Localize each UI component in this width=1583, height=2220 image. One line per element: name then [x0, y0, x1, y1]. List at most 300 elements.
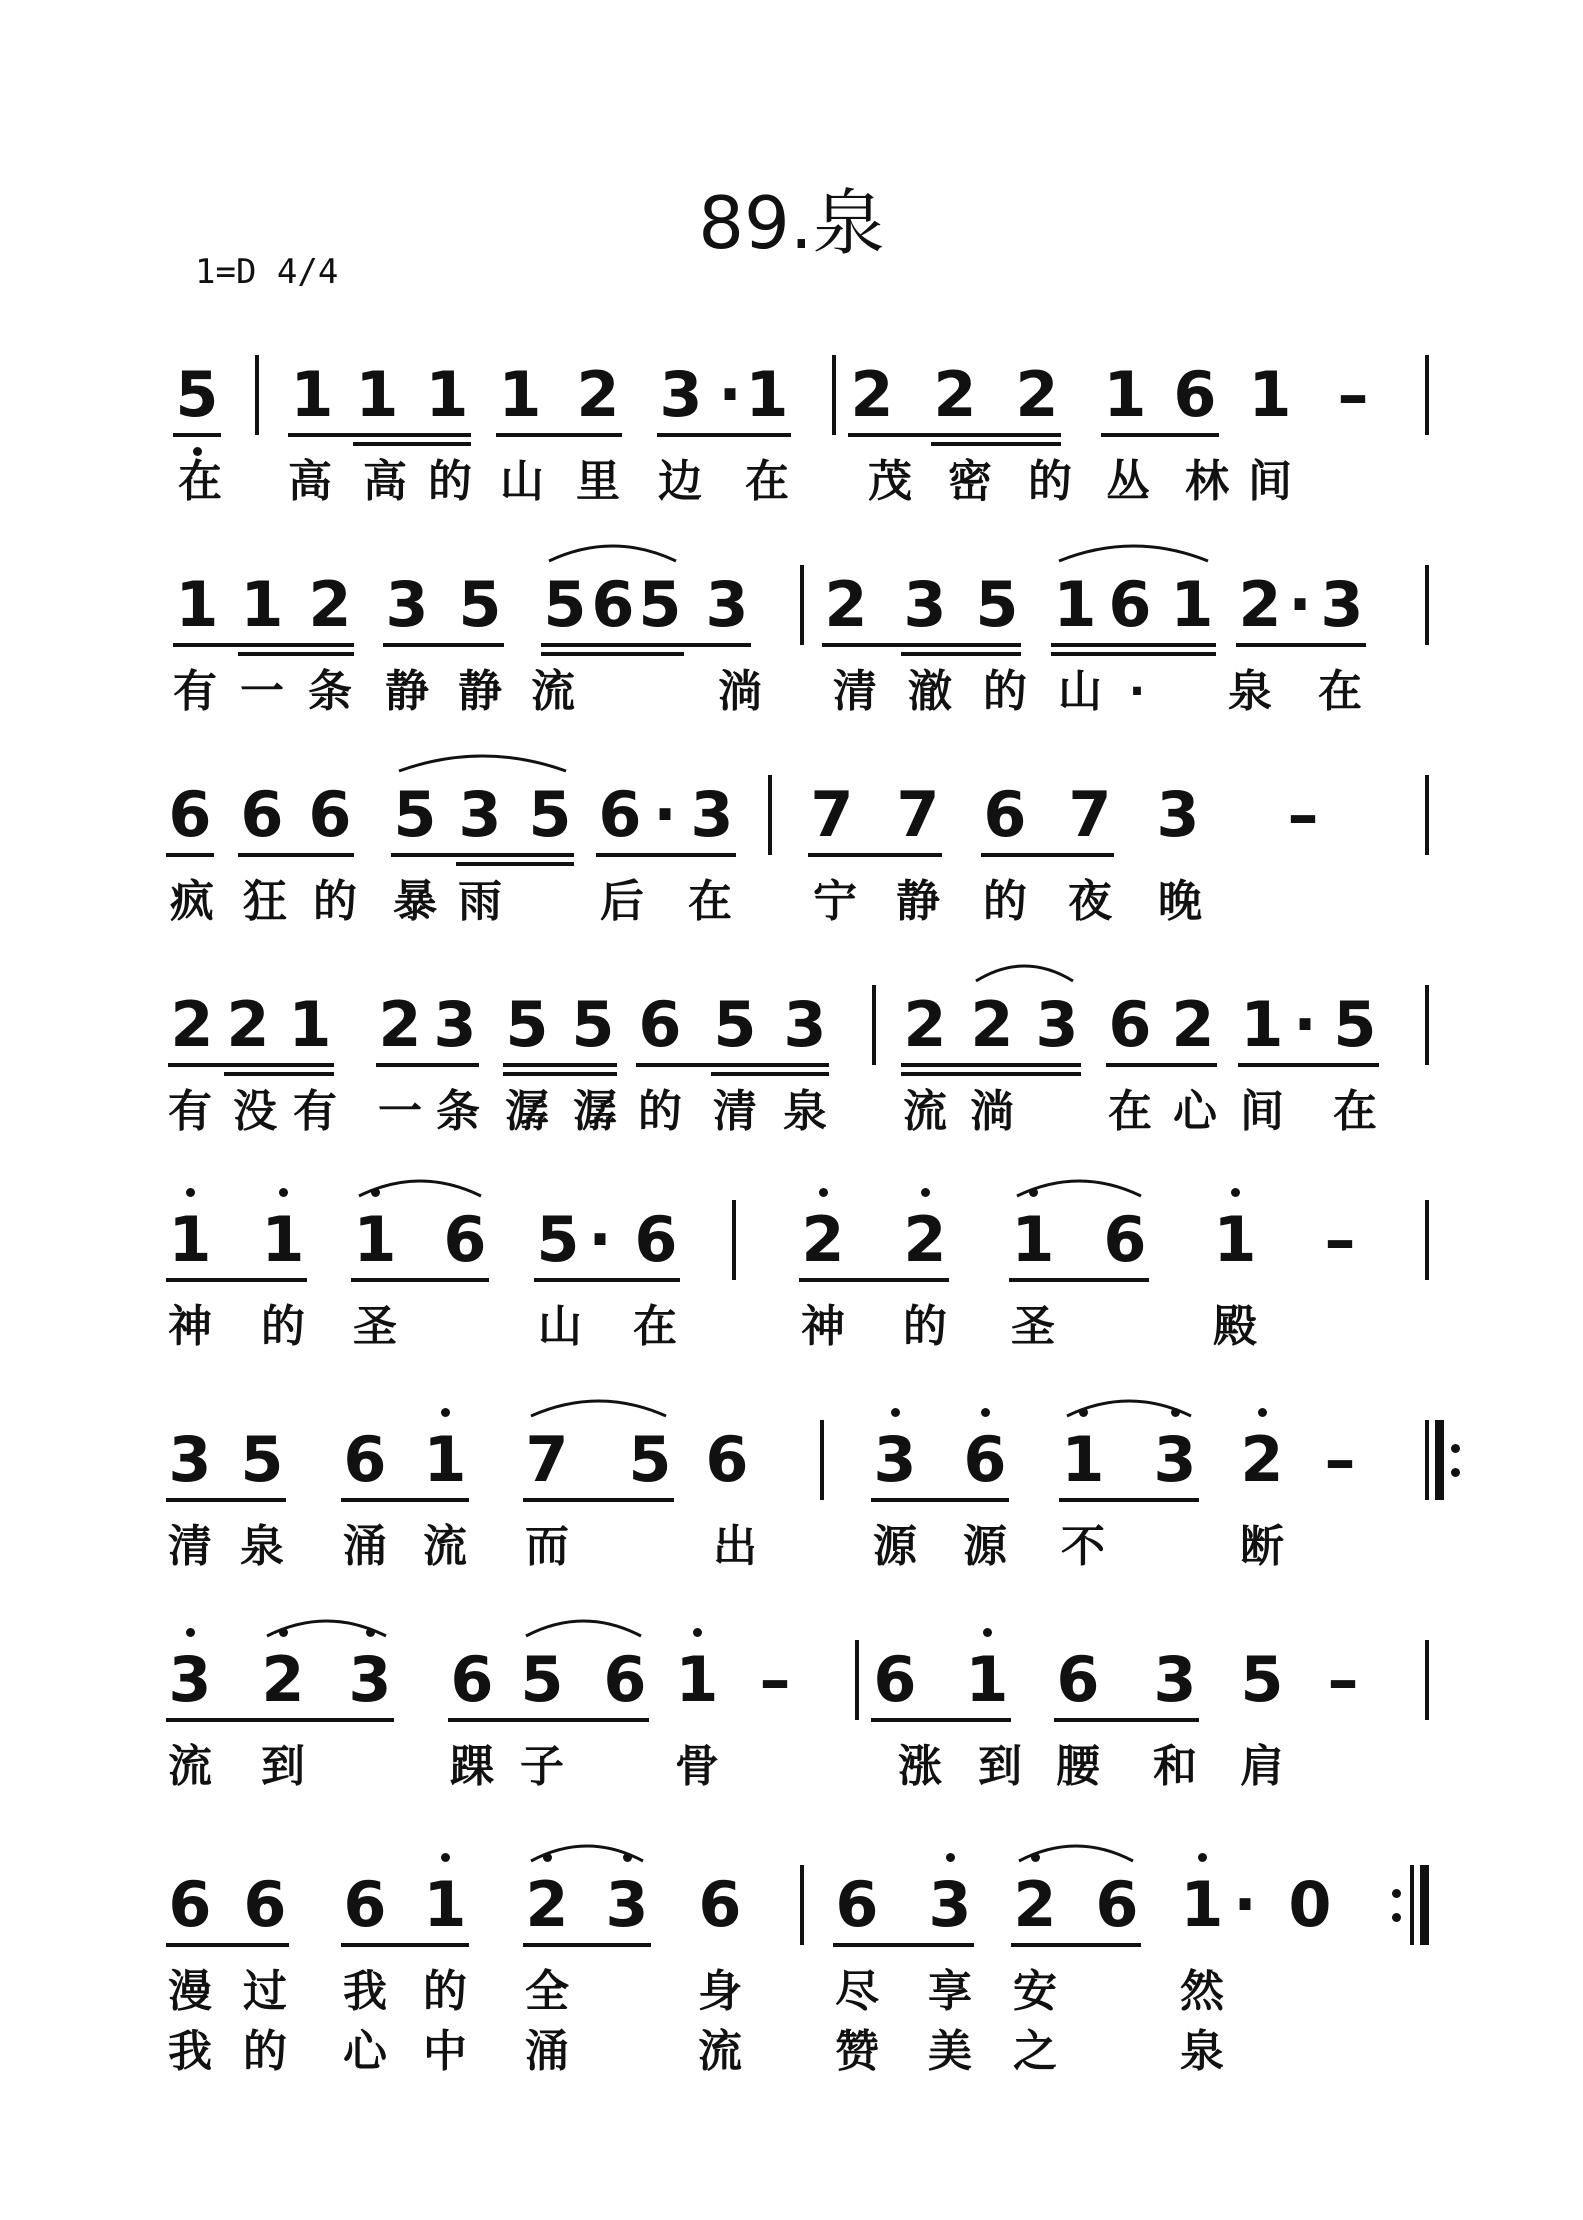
slur — [522, 1610, 645, 1640]
note: 7 — [1068, 778, 1112, 851]
note: 6 — [603, 1643, 647, 1716]
note: 2 — [850, 358, 894, 431]
lyric: 潺 — [505, 1086, 549, 1137]
lyric: 雨 — [458, 876, 502, 927]
note: 1 — [425, 358, 469, 431]
note: 2 — [970, 988, 1014, 1061]
barline — [1425, 1640, 1429, 1720]
note: 5 — [571, 988, 615, 1061]
dot-note: · — [718, 358, 742, 431]
lyric: 到 — [978, 1741, 1022, 1792]
lyric: 里 — [576, 456, 620, 507]
note: 5 — [393, 778, 437, 851]
barline — [1425, 985, 1429, 1065]
lyric: 静 — [385, 666, 429, 717]
repeat-dot — [1451, 1468, 1460, 1477]
lyric: 的 — [423, 1966, 467, 2017]
lyric: 源 — [963, 1521, 1007, 1572]
note: 2 — [933, 358, 977, 431]
lyric: 狂 — [243, 876, 287, 927]
lyric: 过 — [243, 1966, 287, 2017]
lyric: 清 — [833, 666, 877, 717]
note: 5 — [175, 358, 219, 431]
note: 5 — [543, 568, 587, 641]
note: 7 — [525, 1423, 569, 1496]
lyric: 茂 — [868, 456, 912, 507]
dash-note: – — [759, 1643, 791, 1716]
underline-beam — [1054, 1718, 1199, 1722]
lyric: 的 — [983, 876, 1027, 927]
note: 3 — [168, 1423, 212, 1496]
lyric: 暴 — [393, 876, 437, 927]
slur-curve — [1067, 1401, 1191, 1416]
lyric: 夜 — [1068, 876, 1112, 927]
note: 6 — [698, 1868, 742, 1941]
underline-beam — [901, 1063, 1081, 1067]
lyric: 享 — [928, 1966, 972, 2017]
lyric: 有 — [173, 666, 217, 717]
barline — [832, 355, 836, 435]
note: 2 — [576, 358, 620, 431]
slur — [545, 535, 680, 565]
lyric-second-verse: 我 — [168, 2026, 212, 2077]
underline-beam — [1059, 1498, 1199, 1502]
octave-dot-high — [441, 1408, 450, 1417]
lyric: 在 — [745, 456, 789, 507]
note: 5 — [1333, 988, 1377, 1061]
note: 6 — [873, 1643, 917, 1716]
lyric: 的 — [313, 876, 357, 927]
lyric: 澈 — [908, 666, 952, 717]
underline-beam — [1106, 1063, 1217, 1067]
lyric: 静 — [458, 666, 502, 717]
barline-thick — [1435, 1420, 1444, 1500]
lyric: 流 — [903, 1086, 947, 1137]
slur-curve — [1059, 546, 1208, 561]
underline-beam — [456, 862, 574, 866]
dot-note: · — [1288, 568, 1312, 641]
underline-beam — [931, 442, 1061, 446]
note: 5 — [713, 988, 757, 1061]
lyric: 的 — [1028, 456, 1072, 507]
note: 2 — [261, 1643, 305, 1716]
barline — [255, 355, 259, 435]
octave-dot-high — [186, 1188, 195, 1197]
lyric: 潺 — [573, 1086, 617, 1137]
lyric: 清 — [168, 1521, 212, 1572]
lyric: 一 — [378, 1086, 422, 1137]
lyric: 一 — [240, 666, 284, 717]
note: 3 — [605, 1868, 649, 1941]
note: 6 — [638, 988, 682, 1061]
lyric: 全 — [525, 1966, 569, 2017]
lyric: 有 — [168, 1086, 212, 1137]
note: 6 — [835, 1868, 879, 1941]
barline — [1425, 565, 1429, 645]
lyric: 不 — [1061, 1521, 1105, 1572]
note: 1 — [675, 1643, 719, 1716]
lyric: 在 — [688, 876, 732, 927]
note: 5 — [1240, 1643, 1284, 1716]
lyric: 淌 — [970, 1086, 1014, 1137]
note: 6 — [591, 568, 635, 641]
slur — [395, 745, 570, 775]
slur-curve — [976, 966, 1073, 981]
note: 1 — [1053, 568, 1097, 641]
underline-beam — [224, 1072, 334, 1076]
octave-dot-high — [891, 1408, 900, 1417]
underline-beam — [657, 433, 791, 437]
lyric: 在 — [178, 456, 222, 507]
note: 3 — [873, 1423, 917, 1496]
dash-note: – — [1287, 778, 1319, 851]
dash-note: – — [1337, 358, 1369, 431]
note: 6 — [598, 778, 642, 851]
note: 1 — [240, 568, 284, 641]
song-title: 89.泉 — [698, 181, 885, 265]
lyric: 流 — [531, 666, 575, 717]
lyric: 清 — [713, 1086, 757, 1137]
octave-dot-high — [693, 1628, 702, 1637]
note: 1 — [355, 358, 399, 431]
lyric: 间 — [1240, 1086, 1284, 1137]
underline-beam — [383, 643, 504, 647]
lyric: 和 — [1153, 1741, 1197, 1792]
underline-beam — [173, 433, 221, 437]
lyric: 林 — [1185, 456, 1229, 507]
lyric: 晚 — [1158, 876, 1202, 927]
lyric: 山 — [538, 1301, 582, 1352]
lyric: 疯 — [170, 876, 214, 927]
note: 2 — [1238, 568, 1282, 641]
note: 1 — [745, 358, 789, 431]
lyric-second-verse: 泉 — [1180, 2026, 1224, 2077]
note: 2 — [1171, 988, 1215, 1061]
barline — [1425, 1200, 1429, 1280]
lyric-second-verse: 的 — [243, 2026, 287, 2077]
note: 6 — [168, 1868, 212, 1941]
lyric: 山 — [500, 456, 544, 507]
lyric: 骨 — [675, 1741, 719, 1792]
lyric: 神 — [801, 1301, 845, 1352]
octave-dot-high — [819, 1188, 828, 1197]
note: 6 — [1095, 1868, 1139, 1941]
note: 2 — [1240, 1423, 1284, 1496]
slur-curve — [526, 1621, 641, 1636]
barline — [800, 1865, 804, 1945]
note: 2 — [1015, 358, 1059, 431]
slur-curve — [1017, 1181, 1141, 1196]
lyric: 宁 — [813, 876, 857, 927]
note: 1 — [175, 568, 219, 641]
barline — [1425, 355, 1429, 435]
underline-beam — [1051, 643, 1216, 647]
lyric: 而 — [525, 1521, 569, 1572]
barline — [820, 1420, 824, 1500]
note: 3 — [458, 778, 502, 851]
underline-beam — [1011, 1943, 1141, 1947]
lyric: 的 — [903, 1301, 947, 1352]
slur-curve — [1019, 1846, 1133, 1861]
lyric-second-verse: 涌 — [525, 2026, 569, 2077]
lyric: 尽 — [835, 1966, 879, 2017]
octave-dot-high — [279, 1188, 288, 1197]
note: 2 — [378, 988, 422, 1061]
note: 5 — [536, 1203, 580, 1276]
lyric-second-verse: 心 — [343, 2026, 387, 2077]
note: 5 — [240, 1423, 284, 1496]
note: 0 — [1288, 1868, 1332, 1941]
underline-beam — [901, 652, 1021, 656]
lyric: · — [1128, 666, 1146, 717]
key-signature: 1=D 4/4 — [195, 252, 339, 292]
note: 1 — [498, 358, 542, 431]
note: 3 — [433, 988, 477, 1061]
slur — [972, 955, 1077, 985]
underline-beam — [808, 853, 942, 857]
underline-beam — [166, 1718, 394, 1722]
dot-note: · — [588, 1203, 612, 1276]
lyric: 在 — [1318, 666, 1362, 717]
note: 2 — [226, 988, 270, 1061]
note: 6 — [705, 1423, 749, 1496]
lyric-second-verse: 之 — [1013, 2026, 1057, 2077]
underline-beam — [166, 853, 214, 857]
lyric: 后 — [600, 876, 644, 927]
lyric: 泉 — [783, 1086, 827, 1137]
underline-beam — [534, 1278, 680, 1282]
note: 5 — [505, 988, 549, 1061]
note: 5 — [520, 1643, 564, 1716]
note: 7 — [896, 778, 940, 851]
repeat-dot — [1392, 1889, 1401, 1898]
lyric: 安 — [1013, 1966, 1057, 2017]
note: 1 — [1170, 568, 1214, 641]
slur-curve — [549, 546, 676, 561]
note: 6 — [983, 778, 1027, 851]
note: 2 — [308, 568, 352, 641]
note: 6 — [168, 778, 212, 851]
underline-beam — [636, 1063, 829, 1067]
underline-beam — [353, 442, 471, 446]
lyric: 边 — [658, 456, 702, 507]
barline — [800, 565, 804, 645]
lyric: 腰 — [1056, 1741, 1100, 1792]
note: 1 — [423, 1868, 467, 1941]
lyric: 高 — [288, 456, 332, 507]
slur-curve — [267, 1621, 386, 1636]
note: 1 — [1180, 1868, 1224, 1941]
lyric: 密 — [948, 456, 992, 507]
slur-curve — [359, 1181, 481, 1196]
underline-beam — [391, 853, 574, 857]
octave-dot-low — [193, 447, 202, 456]
lyric: 静 — [896, 876, 940, 927]
octave-dot-high — [983, 1628, 992, 1637]
note: 1 — [423, 1423, 467, 1496]
lyric: 漫 — [168, 1966, 212, 2017]
lyric: 有 — [293, 1086, 337, 1137]
underline-beam — [166, 1943, 289, 1947]
lyric-second-verse: 流 — [698, 2026, 742, 2077]
underline-beam — [1051, 652, 1216, 656]
note: 1 — [261, 1203, 305, 1276]
slur — [263, 1610, 390, 1640]
note: 6 — [1173, 358, 1217, 431]
octave-dot-high — [186, 1628, 195, 1637]
note: 1 — [353, 1203, 397, 1276]
note: 5 — [528, 778, 572, 851]
slur — [1063, 1390, 1195, 1420]
lyric: 在 — [1108, 1086, 1152, 1137]
underline-beam — [541, 643, 751, 647]
note: 5 — [458, 568, 502, 641]
note: 6 — [450, 1643, 494, 1716]
underline-beam — [376, 1063, 479, 1067]
dash-note: – — [1327, 1643, 1359, 1716]
note: 1 — [1011, 1203, 1055, 1276]
underline-beam — [351, 1278, 489, 1282]
note: 3 — [348, 1643, 392, 1716]
note: 6 — [343, 1423, 387, 1496]
lyric: 圣 — [1011, 1301, 1055, 1352]
lyric: 丛 — [1106, 456, 1150, 507]
underline-beam — [871, 1718, 1011, 1722]
note: 1 — [1061, 1423, 1105, 1496]
underline-beam — [523, 1943, 651, 1947]
octave-dot-high — [946, 1853, 955, 1862]
dash-note: – — [1324, 1203, 1356, 1276]
note: 7 — [810, 778, 854, 851]
dot-note: · — [1233, 1868, 1257, 1941]
underline-beam — [1236, 643, 1366, 647]
octave-dot-high — [1258, 1408, 1267, 1417]
slur — [1013, 1170, 1145, 1200]
lyric: 涌 — [343, 1521, 387, 1572]
lyric: 肩 — [1240, 1741, 1284, 1792]
note: 3 — [783, 988, 827, 1061]
slur-curve — [531, 1401, 666, 1416]
slur — [1055, 535, 1212, 565]
underline-beam — [173, 643, 354, 647]
lyric: 条 — [436, 1086, 480, 1137]
lyric: 条 — [308, 666, 352, 717]
slur — [355, 1170, 485, 1200]
octave-dot-high — [1198, 1853, 1207, 1862]
underline-beam — [448, 1718, 649, 1722]
underline-beam — [523, 1498, 674, 1502]
repeat-start-barline — [1425, 1420, 1429, 1500]
lyric-second-verse: 美 — [928, 2026, 972, 2077]
note: 1 — [1240, 988, 1284, 1061]
repeat-end-barline — [1410, 1865, 1414, 1945]
octave-dot-high — [441, 1853, 450, 1862]
dot-note: · — [653, 778, 677, 851]
lyric: 山 — [1058, 666, 1102, 717]
note: 2 — [1013, 1868, 1057, 1941]
lyric: 间 — [1248, 456, 1292, 507]
underline-beam — [901, 1072, 1081, 1076]
repeat-dot — [1451, 1444, 1460, 1453]
lyric: 在 — [1333, 1086, 1377, 1137]
note: 5 — [628, 1423, 672, 1496]
note: 2 — [824, 568, 868, 641]
note: 3 — [1035, 988, 1079, 1061]
note: 3 — [903, 568, 947, 641]
lyric: 身 — [698, 1966, 742, 2017]
underline-beam — [833, 1943, 974, 1947]
note: 5 — [638, 568, 682, 641]
barline — [872, 985, 876, 1065]
underline-beam — [799, 1278, 949, 1282]
note: 1 — [168, 1203, 212, 1276]
lyric: 然 — [1180, 1966, 1224, 2017]
underline-beam — [341, 1498, 469, 1502]
note: 6 — [1056, 1643, 1100, 1716]
lyric: 泉 — [1228, 666, 1272, 717]
lyric: 我 — [343, 1966, 387, 2017]
underline-beam — [1101, 433, 1219, 437]
lyric: 涨 — [898, 1741, 942, 1792]
note: 3 — [690, 778, 734, 851]
note: 1 — [290, 358, 334, 431]
note: 3 — [1153, 1423, 1197, 1496]
underline-beam — [238, 652, 354, 656]
lyric: 心 — [1173, 1086, 1217, 1137]
lyric: 流 — [168, 1741, 212, 1792]
note: 6 — [308, 778, 352, 851]
lyric: 断 — [1240, 1521, 1284, 1572]
barline — [732, 1200, 736, 1280]
lyric: 流 — [423, 1521, 467, 1572]
octave-dot-high — [921, 1188, 930, 1197]
note: 6 — [1103, 1203, 1147, 1276]
note: 2 — [903, 988, 947, 1061]
underline-beam — [496, 433, 622, 437]
note: 3 — [1320, 568, 1364, 641]
slur — [1015, 1835, 1137, 1865]
note: 2 — [801, 1203, 845, 1276]
underline-beam — [541, 652, 684, 656]
lyric: 在 — [633, 1301, 677, 1352]
lyric: 的 — [638, 1086, 682, 1137]
note: 3 — [1156, 778, 1200, 851]
underline-beam — [981, 853, 1114, 857]
underline-beam — [596, 853, 736, 857]
lyric: 淌 — [718, 666, 762, 717]
note: 6 — [963, 1423, 1007, 1496]
note: 3 — [385, 568, 429, 641]
slur — [527, 1835, 647, 1865]
note: 6 — [240, 778, 284, 851]
lyric: 神 — [168, 1301, 212, 1352]
underline-beam — [503, 1063, 617, 1067]
slur-curve — [531, 1846, 643, 1861]
underline-beam — [288, 433, 471, 437]
note: 6 — [443, 1203, 487, 1276]
underline-beam — [168, 1063, 334, 1067]
repeat-dot — [1392, 1913, 1401, 1922]
barline — [1425, 775, 1429, 855]
lyric: 没 — [233, 1086, 277, 1137]
lyric: 源 — [873, 1521, 917, 1572]
note: 2 — [525, 1868, 569, 1941]
underline-beam — [871, 1498, 1009, 1502]
underline-beam — [341, 1943, 469, 1947]
lyric: 泉 — [240, 1521, 284, 1572]
underline-beam — [1238, 1063, 1379, 1067]
underline-beam — [166, 1498, 286, 1502]
